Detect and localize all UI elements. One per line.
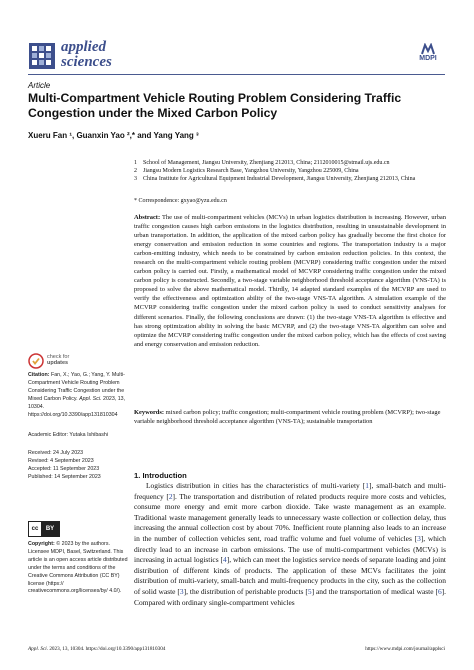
citation-link[interactable]: 5 — [307, 586, 312, 596]
academic-editor: Academic Editor: Yutaka Ishibashi — [28, 432, 108, 438]
dates-block — [28, 450, 128, 482]
paper-title: Multi-Compartment Vehicle Routing Problem Considering Traffic Congestion under the Mixed Carbon Policy — [28, 91, 402, 120]
page-footer — [28, 646, 445, 652]
intro-text: ], the distribution of perishable products [ — [183, 586, 308, 596]
footer-journal-url[interactable]: https://www.mdpi.com/journal/applsci — [365, 646, 445, 652]
citation-link[interactable]: 4 — [223, 555, 227, 565]
citation-link[interactable]: 6 — [437, 586, 442, 596]
citation-journal: Appl. Sci. — [79, 395, 102, 402]
affiliation-number: 2 — [134, 168, 137, 174]
affiliation-2 — [134, 168, 434, 176]
check-for-updates-icon[interactable] — [28, 353, 44, 369]
intro-text: ], small-batch and multi-frequency [ — [134, 481, 446, 501]
affiliation-text: Jiangsu Modern Logistics Research Base, Yangzhou University, Yangzhou 225009, China — [143, 168, 359, 174]
intro-text: ], which can meet the logistics service needs of separate loading and joint distribution of different kinds of products. The application of these MCVs facilitates the joint distribution of multi-variety, small-batch and multi-frequency products in the city, such as the collection of solid waste [ — [134, 555, 446, 596]
citation-label: Citation: — [28, 372, 50, 378]
date-published: Published: 14 September 2023 — [28, 473, 101, 480]
check-for-updates-line1: check for — [47, 354, 70, 360]
citation-link[interactable]: 1 — [365, 481, 369, 490]
intro-text: ] and the transportation of medical waste [ — [311, 586, 438, 596]
copyright-text: © 2023 by the authors. Licensee MDPI, Basel, Switzerland. This article is an open access article distributed under the terms and conditions of the Creative Commons Attribution (CC BY) license (https:// creativecommons.org/licenses/by/ 4.0/). — [28, 541, 128, 595]
by-icon: BY — [41, 522, 59, 536]
article-type: Article — [28, 81, 51, 90]
correspondence: * Correspondence: gxyao@yzu.edu.cn — [134, 198, 227, 204]
affiliation-text: China Institute for Agricultural Equipment Industrial Development, Jiangsu University, Zhenjiang 212013, China — [143, 176, 416, 182]
journal-name-line1: applied — [61, 39, 106, 55]
date-received: Received: 24 July 2023 — [28, 450, 84, 456]
copyright-block — [28, 541, 128, 596]
intro-text: ]. The transportation and distribution of related products require more costs and vehicles, consume more energy and emit more carbon dioxide. Take waste management as an example. Traditional waste management generally leads to unnecessary waste collection or collection delay, thus increasing the annual collection cost by about 70%. Inefficient route planning also leads to an increase in the number of collection vehicles sent, road traffic volume and fuel volume of vehicles [ — [134, 491, 446, 543]
footer-citation: 2023, 13, 10304. https://doi.org/10.3390/app131810304 — [49, 646, 166, 652]
abstract — [134, 213, 446, 349]
journal-name-line2: sciences — [61, 54, 112, 70]
affiliation-1 — [134, 160, 434, 168]
date-revised: Revised: 4 September 2023 — [28, 457, 94, 464]
affiliation-3 — [134, 176, 434, 184]
affiliation-text: School of Management, Jiangsu University, Zhenjiang 212013, China; 2112010015@stmail.ujs.edu.cn — [143, 160, 390, 166]
introduction-paragraph — [134, 481, 446, 608]
introduction-body — [134, 481, 446, 608]
intro-text: ]. Compared with ordinary single-compartment vehicles — [134, 586, 446, 607]
intro-text: ], which directly lead to an increase in carbon emissions. The use of multi-compartment vehicles (MCVs) is increasing in actual logistics [ — [134, 533, 446, 565]
journal-name — [61, 40, 112, 70]
abstract-text: The use of multi-compartment vehicles (MCVs) in urban logistics distribution is increasing. However, urban traffic congestion causes high carbon emissions in the logistics distribution, resulting in unsustainable development in urban transportation. In addition, the application of the mixed carbon policy has gradually become the first choice for energy conservation and emission reduction in some countries and regions. The transportation industry is a major carbon-emitting industry, which needs to be constrained by carbon emission reduction policies. In this context, the research on the multi-compartment vehicle routing problem (MCVRP) considering traffic congestion under the mixed carbon policy is carried out. Firstly, a mathematical model of MCVRP considering traffic congestion under the mixed carbon policy is constructed. Secondly, a two-stage variable neighborhood threshold acceptance algorithm (VNS-TA) is proposed to solve the above mathematical model. Thirdly, 14 adapted standard examples of the MCVRP are used to verify the effectiveness and optimization ability of the two-stage VNS-TA algorithm. A simulation example of the MCVRP considering traffic congestion under the mixed carbon policy is used to conduct sensitivity analyses for different scenarios. Finally, the following conclusions are drawn: (1) the two-stage VNS-TA algorithm is effective and has strong optimization ability in solving the basic MCVRP, and (2) the two-stage VNS-TA algorithm can solve and optimize the MCVRP considering traffic congestion under the mixed carbon policy, which has the effects of cost saving and energy conservation and emission reduction. — [134, 214, 446, 348]
citation-text: Fan, X.; Yao, G.; Yang, Y. Multi-Compartment Vehicle Routing Problem Considering Traffic Congestion under the Mixed Carbon Policy. — [28, 372, 125, 402]
header-rule — [28, 74, 445, 75]
cc-icon: cc — [31, 526, 39, 532]
keywords — [134, 408, 446, 426]
citation-block — [28, 372, 128, 419]
intro-text: Logistics distribution in cities has the characteristics of multi-variety [ — [146, 481, 366, 490]
citation-link[interactable]: 2 — [168, 491, 173, 501]
cc-by-license-badge[interactable] — [28, 521, 60, 537]
section-heading-introduction: 1. Introduction — [134, 471, 187, 480]
footer-journal: Appl. Sci. — [28, 646, 49, 652]
abstract-label: Abstract: — [134, 214, 161, 221]
affiliation-number: 1 — [134, 160, 137, 166]
citation-link[interactable]: 3 — [179, 586, 184, 596]
affiliation-number: 3 — [134, 176, 137, 182]
mdpi-logo-text: MDPI — [419, 55, 437, 62]
mdpi-logo — [411, 43, 445, 65]
check-for-updates[interactable] — [47, 354, 69, 366]
copyright-label: Copyright: — [28, 541, 55, 547]
date-accepted: Accepted: 11 September 2023 — [28, 465, 100, 472]
keywords-text: mixed carbon policy; traffic congestion; multi-compartment vehicle routing problem (MCVRP); two-stage variable neighborhood threshold acceptance algorithm (VNS-TA); sustainable transportation — [134, 409, 441, 426]
journal-logo-icon — [29, 43, 55, 69]
citation-link[interactable]: 3 — [417, 533, 421, 543]
keywords-label: Keywords: — [134, 409, 165, 416]
mdpi-logo-icon — [421, 43, 435, 55]
author-list: Xueru Fan ¹, Guanxin Yao ²,* and Yang Yang ³ — [28, 131, 199, 140]
citation-doi[interactable]: 2023, 13, 10304. https://doi.org/10.3390/app131810304 — [28, 395, 126, 418]
check-for-updates-line2: updates — [47, 360, 69, 366]
